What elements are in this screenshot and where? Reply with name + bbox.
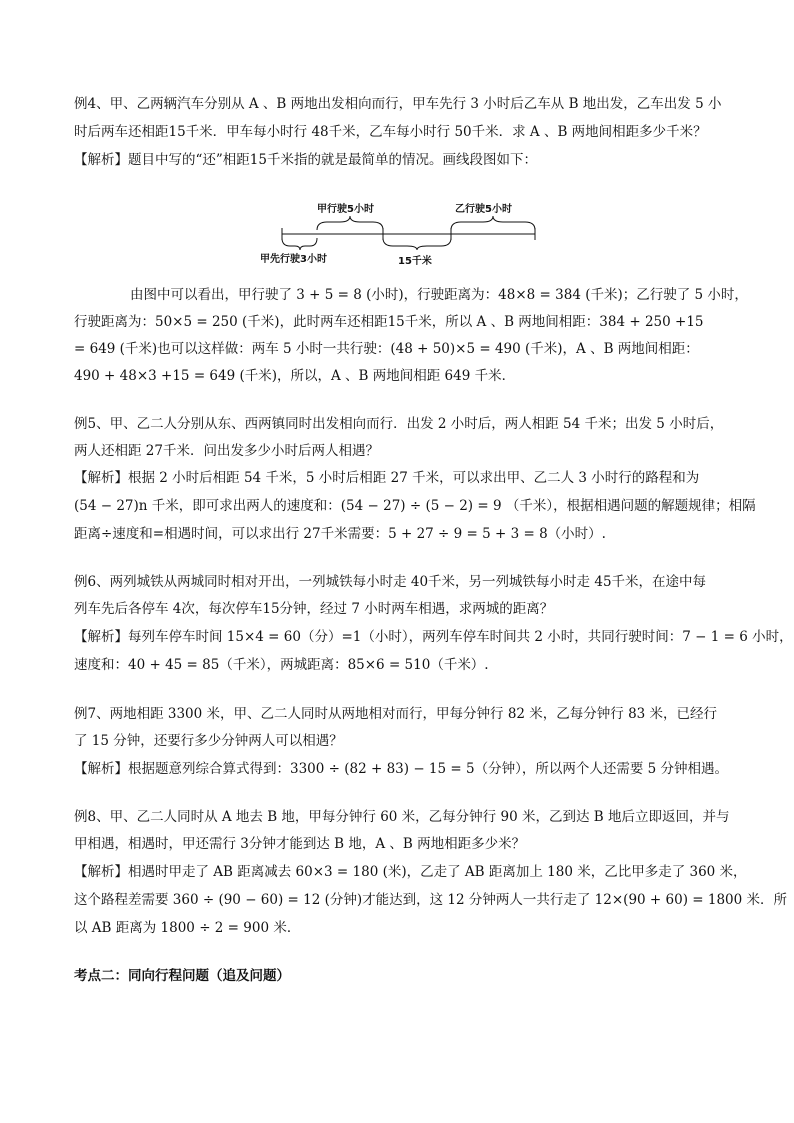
example7-line1: 例7、两地相距 3300 米，甲、乙二人同时从两地相对而行，甲每分钟行 82 米，乙每分钟行 83 米，已经行	[74, 706, 718, 722]
brace-jia-5h	[317, 216, 383, 230]
example6-analysis-line1: 【解析】每列车停车时间 15×4 = 60（分）=1（小时），两列车停车时间共 2 小时，共同行驶时间：7 − 1 = 6 小时，	[74, 629, 793, 645]
example4-line1: 例4、甲、乙两辆汽车分别从 A 、B 两地出发相向而行，甲车先行 3 小时后乙车从 B 地出发，乙车出发 5 小	[74, 96, 722, 112]
example6-line2: 列车先后各停车 4次，每次停车15分钟，经过 7 小时两车相遇，求两城的距离？	[74, 601, 554, 617]
example4-line2: 时后两车还相距15千米．甲车每小时行 48千米，乙车每小时行 50千米．求 A 、B 两地间相距多少千米？	[74, 124, 707, 140]
example8-analysis-line2: 这个路程差需要 360 ÷ (90 − 60) = 12 (分钟)才能达到，这 12 分钟两人一共行走了 12×(90 + 60) = 1800 米．所	[74, 892, 788, 908]
label-yi-5h: 乙行驶5小时	[455, 204, 512, 215]
example8-analysis-line3: 以 AB 距离为 1800 ÷ 2 = 900 米．	[74, 920, 301, 936]
example4-analysis: 【解析】题目中写的“还”相距15千米指的就是最简单的情况。画线段图如下：	[74, 152, 537, 168]
example5-analysis-line2: (54 − 27)n 千米，即可求出两人的速度和：(54 − 27) ÷ (5 − 2) = 9 （千米），根据相遇问题的解题规律；相隔	[74, 498, 756, 514]
label-jia-first-3h: 甲先行驶3小时	[260, 254, 327, 265]
example5-line1: 例5、甲、乙二人分别从东、西两镇同时出发相向而行．出发 2 小时后，两人相距 54 千米；出发 5 小时后，	[74, 416, 724, 432]
brace-jia-first-3h	[282, 238, 317, 250]
example4-line4: 由图中可以看出，甲行驶了 3 + 5 = 8 (小时)，行驶距离为：48×8 = 384 (千米)；乙行驶了 5 小时，	[130, 287, 748, 303]
example8-line1: 例8、甲、乙二人同时从 A 地去 B 地，甲每分钟行 60 米，乙每分钟行 90 米，乙到达 B 地后立即返回，并与	[74, 809, 730, 825]
brace-15km	[383, 238, 451, 250]
example4-line5: 行驶距离为：50×5 = 250 (千米)，此时两车还相距15千米，所以 A 、B 两地间相距：384 + 250 +15	[74, 314, 704, 330]
line-segment-diagram	[255, 192, 555, 272]
example8-line2: 甲相遇，相遇时，甲还需行 3分钟才能到达 B 地，A 、B 两地相距多少米？	[74, 836, 526, 852]
label-jia-5h: 甲行驶5小时	[317, 204, 374, 215]
example4-line6: = 649 (千米)也可以这样做：两车 5 小时一共行驶：(48 + 50)×5 = 490 (千米)，A 、B 两地间相距：	[74, 341, 699, 357]
label-15km: 15千米	[398, 256, 432, 267]
example6-analysis-line2: 速度和：40 + 45 = 85（千米），两城距离：85×6 = 510（千米）.	[74, 657, 489, 673]
example7-analysis: 【解析】根据题意列综合算式得到：3300 ÷ (82 + 83) − 15 = 5（分钟），所以两个人还需要 5 分钟相遇。	[74, 761, 729, 777]
example5-analysis-line1: 【解析】根据 2 小时后相距 54 千米，5 小时后相距 27 千米，可以求出甲、乙二人 3 小时行的路程和为	[74, 470, 700, 486]
example7-line2: 了 15 分钟，还要行多少分钟两人可以相遇？	[74, 733, 343, 749]
section-heading: 考点二：同向行程问题（追及问题）	[74, 968, 290, 984]
example5-analysis-line3: 距离÷速度和=相遇时间，可以求出行 27千米需要：5 + 27 ÷ 9 = 5 + 3 = 8（小时）.	[74, 526, 606, 542]
example8-analysis-line1: 【解析】相遇时甲走了 AB 距离减去 60×3 = 180 (米)，乙走了 AB 距离加上 180 米，乙比甲多走了 360 米，	[74, 864, 747, 880]
example4-line7: 490 + 48×3 +15 = 649 (千米)，所以，A 、B 两地间相距 649 千米．	[74, 368, 516, 384]
example5-line2: 两人还相距 27千米．问出发多少小时后两人相遇？	[74, 443, 379, 459]
brace-yi-5h	[451, 216, 535, 230]
example6-line1: 例6、两列城铁从两城同时相对开出，一列城铁每小时走 40千米，另一列城铁每小时走 45千米，在途中每	[74, 574, 707, 590]
